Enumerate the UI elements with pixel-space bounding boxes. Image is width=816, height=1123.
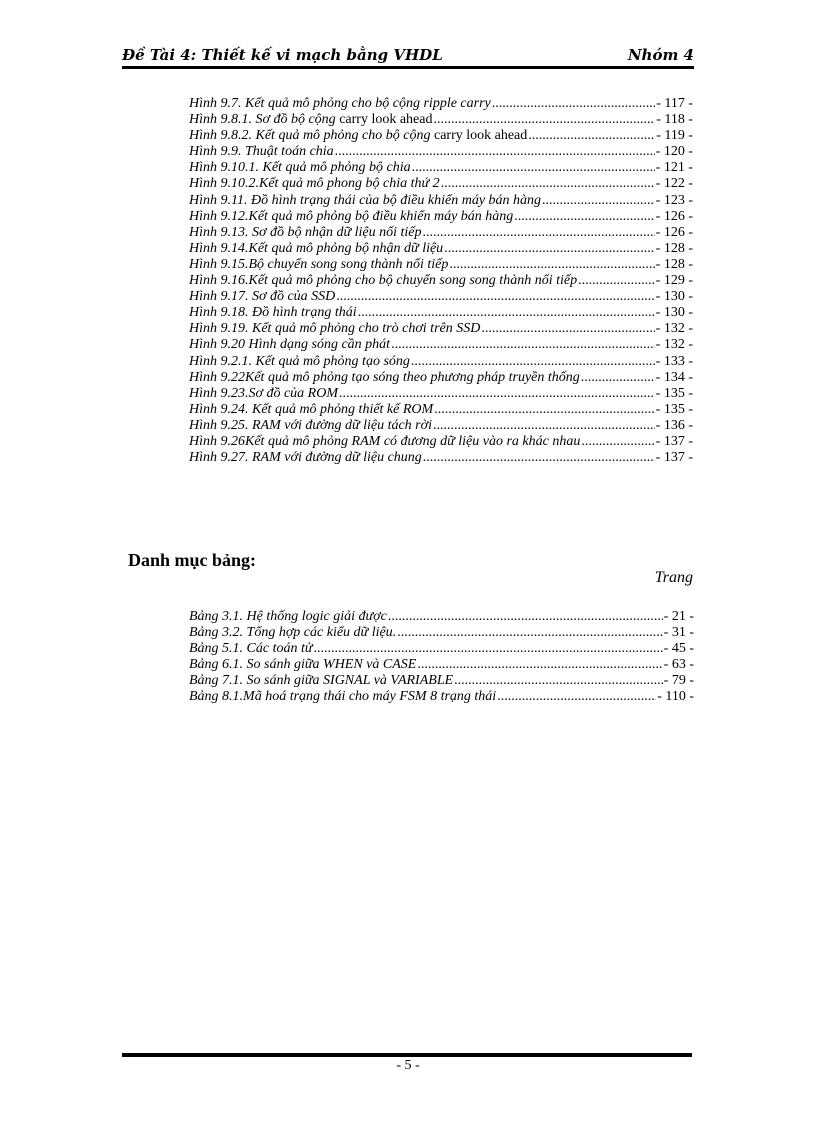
figure-entry-title: Hình 9.2.1. Kết quả mô phỏng tạo sóng <box>189 353 410 369</box>
figure-entry[interactable] <box>189 337 693 353</box>
dot-leader <box>581 434 654 450</box>
table-entry-title: Bảng 7.1. So sánh giữa SIGNAL và VARIABLE <box>189 673 454 689</box>
figure-entry-page: - 137 - <box>655 433 693 449</box>
dot-leader <box>581 370 655 386</box>
figure-entry-title: Hình 9.26Kết quả mô phỏng RAM có đương dữ liệu vào ra khác nhau <box>189 433 581 449</box>
dot-leader <box>397 625 662 641</box>
figure-entry[interactable] <box>189 273 693 289</box>
figure-entry-page: - 128 - <box>655 240 693 256</box>
figure-entry[interactable] <box>189 96 693 112</box>
figure-entry-title: Hình 9.20 Hình dạng sóng cần phát <box>189 337 391 353</box>
table-entry-title: Bảng 5.1. Các toán tử <box>189 641 313 657</box>
figure-entry[interactable] <box>189 289 693 305</box>
figure-entry-page: - 121 - <box>655 160 693 176</box>
header-group: Nhóm 4 <box>627 46 694 64</box>
figure-entry-page: - 135 - <box>655 401 693 417</box>
figure-entry[interactable] <box>189 112 693 128</box>
figure-entry-title: Hình 9.11. Đồ hình trạng thái của bộ điều khiển máy bán hàng <box>189 192 542 208</box>
figure-entry[interactable] <box>189 354 693 370</box>
figure-entry[interactable] <box>189 176 693 192</box>
figure-entry-page: - 130 - <box>655 305 693 321</box>
figure-entry-title: Hình 9.16.Kết quả mô phỏng cho bộ chuyển song song thành nối tiếp <box>189 273 578 289</box>
figure-entry[interactable] <box>189 370 693 386</box>
figure-entry-page: - 118 - <box>656 112 693 128</box>
figure-list <box>189 96 693 466</box>
dot-leader <box>358 305 655 321</box>
figure-entry[interactable] <box>189 321 693 337</box>
figure-entry-page: - 136 - <box>655 417 693 433</box>
dot-leader <box>422 225 654 241</box>
dot-leader <box>335 144 655 160</box>
tables-heading: Danh mục bảng: <box>128 550 257 570</box>
figure-entry[interactable] <box>189 386 693 402</box>
figure-entry-page: - 129 - <box>655 273 693 289</box>
table-entry-page: - 110 - <box>657 689 694 705</box>
figure-entry-page: - 130 - <box>655 289 693 305</box>
dot-leader <box>388 609 663 625</box>
figure-entry-page: - 132 - <box>655 321 693 337</box>
dot-leader <box>514 209 654 225</box>
table-entry-page: - 63 - <box>663 657 694 673</box>
figure-entry[interactable] <box>189 418 693 434</box>
dot-leader <box>449 257 654 273</box>
table-list <box>189 609 694 706</box>
figure-entry[interactable] <box>189 209 693 225</box>
figure-entry-page: - 126 - <box>655 224 693 240</box>
figure-entry-title: Hình 9.27. RAM với đường dữ liệu chung <box>189 450 422 466</box>
dot-leader <box>497 689 656 705</box>
figure-entry[interactable] <box>189 241 693 257</box>
dot-leader <box>528 128 655 144</box>
figure-entry[interactable] <box>189 225 693 241</box>
figure-entry-page: - 128 - <box>655 256 693 272</box>
figure-entry-page: - 117 - <box>656 96 693 111</box>
figure-entry[interactable] <box>189 193 693 209</box>
figure-entry-page: - 134 - <box>655 369 693 385</box>
table-entry-title: Bảng 3.2. Tổng hợp các kiểu dữ liệu. <box>189 625 397 641</box>
footer-rule <box>122 1053 692 1057</box>
table-entry-page: - 21 - <box>663 609 694 624</box>
figure-entry-title: Hình 9.15.Bộ chuyển song song thành nối tiếp <box>189 256 449 272</box>
dot-leader <box>339 386 655 402</box>
dot-leader <box>423 450 655 466</box>
figure-entry-title: Hình 9.19. Kết quả mô phỏng cho trò chơi trên SSD <box>189 321 481 337</box>
dot-leader <box>542 193 655 209</box>
dot-leader <box>454 673 663 689</box>
figure-entry-page: - 119 - <box>656 128 693 144</box>
figure-entry[interactable] <box>189 305 693 321</box>
table-entry[interactable] <box>189 673 694 689</box>
dot-leader <box>434 402 654 418</box>
figure-entry-page: - 126 - <box>655 208 693 224</box>
figure-entry-title: Hình 9.10.2.Kết quả mô phong bộ chia thứ 2 <box>189 176 440 192</box>
figure-entry-title: Hình 9.8.1. Sơ đồ bộ cộng carry look ahead <box>189 112 433 128</box>
dot-leader <box>336 289 654 305</box>
table-entry[interactable] <box>189 689 694 705</box>
table-entry-page: - 31 - <box>663 625 694 641</box>
figure-entry-title: Hình 9.8.2. Kết quả mô phỏng cho bộ cộng carry look ahead <box>189 128 528 144</box>
figure-entry-title: Hình 9.22Kết quả mô phỏng tạo sóng theo phương pháp truyền thống <box>189 369 580 385</box>
dot-leader <box>578 273 655 289</box>
dot-leader <box>433 112 655 128</box>
dot-leader <box>433 418 655 434</box>
dot-leader <box>391 337 655 353</box>
table-entry-page: - 45 - <box>663 641 694 657</box>
figure-entry[interactable] <box>189 450 693 466</box>
figure-entry[interactable] <box>189 257 693 273</box>
dot-leader <box>492 96 655 112</box>
dot-leader <box>441 176 655 192</box>
table-entry[interactable] <box>189 625 694 641</box>
header-rule <box>122 66 694 69</box>
figure-entry-title: Hình 9.12.Kết quả mô phỏng bộ điều khiển máy bán hàng <box>189 208 514 224</box>
page-number: - 5 - <box>396 1058 420 1073</box>
table-entry-title: Bảng 8.1.Mã hoá trạng thái cho máy FSM 8 trạng thái <box>189 689 497 705</box>
dot-leader <box>444 241 654 257</box>
figure-entry[interactable] <box>189 402 693 418</box>
dot-leader <box>412 160 655 176</box>
figure-entry-page: - 122 - <box>655 176 693 192</box>
figure-entry-title: Hình 9.25. RAM với đường dữ liệu tách rời <box>189 417 432 433</box>
figure-entry-page: - 133 - <box>655 353 693 369</box>
dot-leader <box>411 354 655 370</box>
table-entry-page: - 79 - <box>663 673 694 689</box>
figure-entry-page: - 137 - <box>655 450 693 466</box>
figure-entry-title: Hình 9.24. Kết quả mô phỏng thiết kế ROM <box>189 401 434 417</box>
figure-entry-title: Hình 9.14.Kết quả mô phỏng bộ nhận dữ liệu <box>189 240 444 256</box>
figure-entry-page: - 132 - <box>655 337 693 353</box>
table-entry-title: Bảng 3.1. Hệ thống logic giải được <box>189 609 387 624</box>
page-column-label: Trang <box>654 569 693 586</box>
dot-leader <box>481 321 654 337</box>
figure-entry[interactable] <box>189 160 693 176</box>
figure-entry-title: Hình 9.9. Thuật toán chia <box>189 144 334 160</box>
table-entry[interactable] <box>189 657 694 673</box>
running-header <box>122 46 694 68</box>
figure-entry[interactable] <box>189 144 693 160</box>
figure-entry-title: Hình 9.10.1. Kết quả mô phỏng bộ chia <box>189 160 411 176</box>
figure-entry-title: Hình 9.18. Đồ hình trạng thái <box>189 305 357 321</box>
header-title: Đề Tài 4: Thiết kế vi mạch bằng VHDL <box>122 46 443 64</box>
figure-entry-title: Hình 9.13. Sơ đồ bộ nhận dữ liệu nối tiếp <box>189 224 422 240</box>
figure-entry-title: Hình 9.7. Kết quả mô phỏng cho bộ cộng ripple carry <box>189 96 491 111</box>
dot-leader <box>314 641 663 657</box>
figure-entry[interactable] <box>189 434 693 450</box>
figure-entry-page: - 135 - <box>655 385 693 401</box>
table-entry-title: Bảng 6.1. So sánh giữa WHEN và CASE <box>189 657 417 673</box>
table-entry[interactable] <box>189 609 694 625</box>
table-entry[interactable] <box>189 641 694 657</box>
figure-entry-title: Hình 9.23.Sơ đồ của ROM <box>189 385 339 401</box>
figure-entry-page: - 123 - <box>655 192 693 208</box>
figure-entry-page: - 120 - <box>655 144 693 160</box>
dot-leader <box>417 657 662 673</box>
figure-entry-title: Hình 9.17. Sơ đồ của SSD <box>189 289 336 305</box>
figure-entry[interactable] <box>189 128 693 144</box>
